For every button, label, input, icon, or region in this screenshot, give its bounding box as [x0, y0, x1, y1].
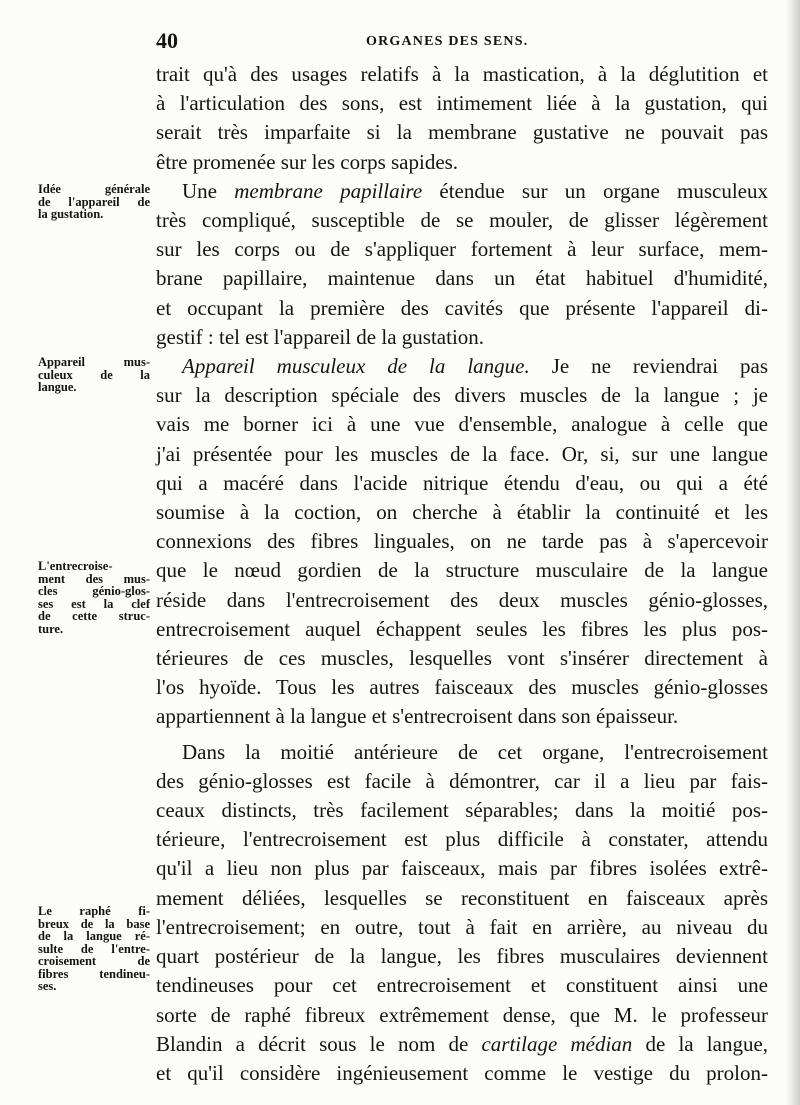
text-line: et qu'il considère ingénieusement comme le vestige du prolon-	[156, 1060, 768, 1085]
text-line: des génio-glosses est facile à démontrer, car il a lieu par fais-	[156, 768, 768, 793]
text-line: sur la description spéciale des divers muscles de la langue ; je	[156, 383, 768, 408]
text-line: térieures de ces muscles, lesquelles vont s'insérer directement à	[156, 646, 768, 671]
margin-note-line: langue.	[38, 380, 77, 394]
text-line: très compliqué, susceptible de se mouler, de glisser légèrement	[156, 208, 768, 233]
text-line: sorte de raphé fibreux extrêmement dense, que M. le professeur	[156, 1002, 768, 1027]
italic-term: cartilage médian	[481, 1031, 633, 1056]
text-line: mement déliées, lesquelles se reconstituent en faisceaux après	[156, 885, 768, 910]
text-line	[156, 1030, 768, 1059]
text-line: être promenée sur les corps sapides.	[156, 149, 459, 174]
margin-note-line: la gustation.	[38, 207, 104, 221]
section-heading: Appareil musculeux de la langue.	[182, 354, 530, 379]
text-line: Dans la moitié antérieure de cet organe, l'entrecroisement	[182, 739, 768, 764]
margin-note-line: cles génio-glos-	[38, 584, 150, 598]
margin-note-line: ses.	[38, 979, 57, 993]
paragraph-2	[156, 177, 768, 352]
text-line: et occupant la première des cavités que présente l'appareil di-	[156, 295, 768, 320]
margin-note-gustation	[38, 183, 150, 221]
text-run: Une	[182, 178, 235, 203]
text-line: brane papillaire, maintenue dans un état habituel d'humidité,	[156, 266, 768, 291]
text-run: de la langue,	[632, 1031, 769, 1056]
page-header	[0, 28, 800, 52]
text-line: qu'il a lieu non plus par faisceaux, mais par fibres isolées extrê-	[156, 856, 768, 881]
body-text	[156, 60, 768, 1088]
margin-note-line: L'entrecroise-	[38, 559, 113, 573]
text-line: ceaux distincts, très facilement séparables; dans la moitié pos-	[156, 798, 768, 823]
margin-note-line: culeux de la	[38, 367, 150, 382]
margin-note-line: ses est la clef	[38, 596, 150, 611]
margin-note-line: fibres tendineu-	[38, 966, 150, 981]
italic-term: membrane papillaire	[234, 178, 423, 203]
text-line: entrecroisement auquel échappent seules les fibres les plus pos-	[156, 616, 768, 641]
margin-note-line: Appareil mus-	[38, 355, 150, 369]
running-title: ORGANES DES SENS.	[366, 34, 529, 49]
margin-note-line: de la langue ré-	[38, 929, 150, 943]
text-line: sur les corps ou de s'appliquer fortement à leur surface, mem-	[156, 237, 768, 262]
margin-note-entrecroisement	[38, 560, 150, 635]
text-line: térieure, l'entrecroisement est plus difficile à constater, attendu	[156, 827, 768, 852]
margin-note-line: ture.	[38, 621, 64, 636]
text-line: trait qu'à des usages relatifs à la mastication, à la déglutition et	[156, 62, 768, 86]
text-line	[156, 352, 768, 381]
margin-note-line: ment des mus-	[38, 571, 150, 586]
text-line: serait très imparfaite si la membrane gustative ne pouvait pas	[156, 120, 768, 145]
text-line: l'entrecroisement; en outre, tout à fait en arrière, au niveau du	[156, 914, 768, 939]
text-run: Je ne reviendrai pas	[529, 354, 768, 379]
text-line: que le nœud gordien de la structure musculaire de la langue	[156, 558, 768, 583]
margin-note-line: de l'appareil de	[38, 194, 150, 209]
text-run: Blandin a décrit sous le nom de	[156, 1031, 482, 1056]
text-run: étendue sur un organe musculeux	[422, 178, 768, 203]
margin-note-appareil-musculeux	[38, 356, 150, 394]
margin-note-line: Le raphé fi-	[38, 904, 150, 918]
paragraph-4	[156, 738, 768, 1088]
margin-note-line: croisement de	[38, 954, 150, 968]
margin-note-raphe	[38, 905, 150, 993]
text-line: connexions des fibres linguales, on ne tarde pas à s'apercevoir	[156, 529, 768, 554]
text-line: j'ai présentée pour les muscles de la face. Or, si, sur une langue	[156, 441, 768, 466]
text-line: quart postérieur de la langue, les fibres musculaires deviennent	[156, 944, 768, 969]
margin-note-line: sulte de l'entre-	[38, 941, 150, 956]
text-line: vais me borner ici à une vue d'ensemble, analogue à celle que	[156, 412, 768, 437]
paragraph-3	[156, 352, 768, 732]
text-line: gestif : tel est l'appareil de la gustation.	[156, 324, 485, 349]
text-line	[156, 177, 768, 206]
text-line: l'os hyoïde. Tous les autres faisceaux des muscles génio-glosses	[156, 675, 768, 700]
text-line: appartiennent à la langue et s'entrecroisent dans son épaisseur.	[156, 704, 679, 729]
margin-note-line: Idée générale	[38, 182, 150, 196]
text-line: réside dans l'entrecroisement des deux muscles génio-glosses,	[156, 587, 768, 612]
text-line: qui a macéré dans l'acide nitrique étendu d'eau, ou qui a été	[156, 470, 768, 495]
margin-note-line: de cette struc-	[38, 609, 150, 623]
text-line: tendineuses pour cet entrecroisement et constituent ainsi une	[156, 973, 768, 998]
paragraph-1	[156, 60, 768, 177]
page-number: 40	[156, 28, 178, 53]
text-line: à l'articulation des sons, est intimement liée à la gustation, qui	[156, 91, 768, 116]
text-line: soumise à la coction, on cherche à établir la continuité et les	[156, 500, 768, 525]
margin-note-line: breux de la base	[38, 916, 150, 931]
